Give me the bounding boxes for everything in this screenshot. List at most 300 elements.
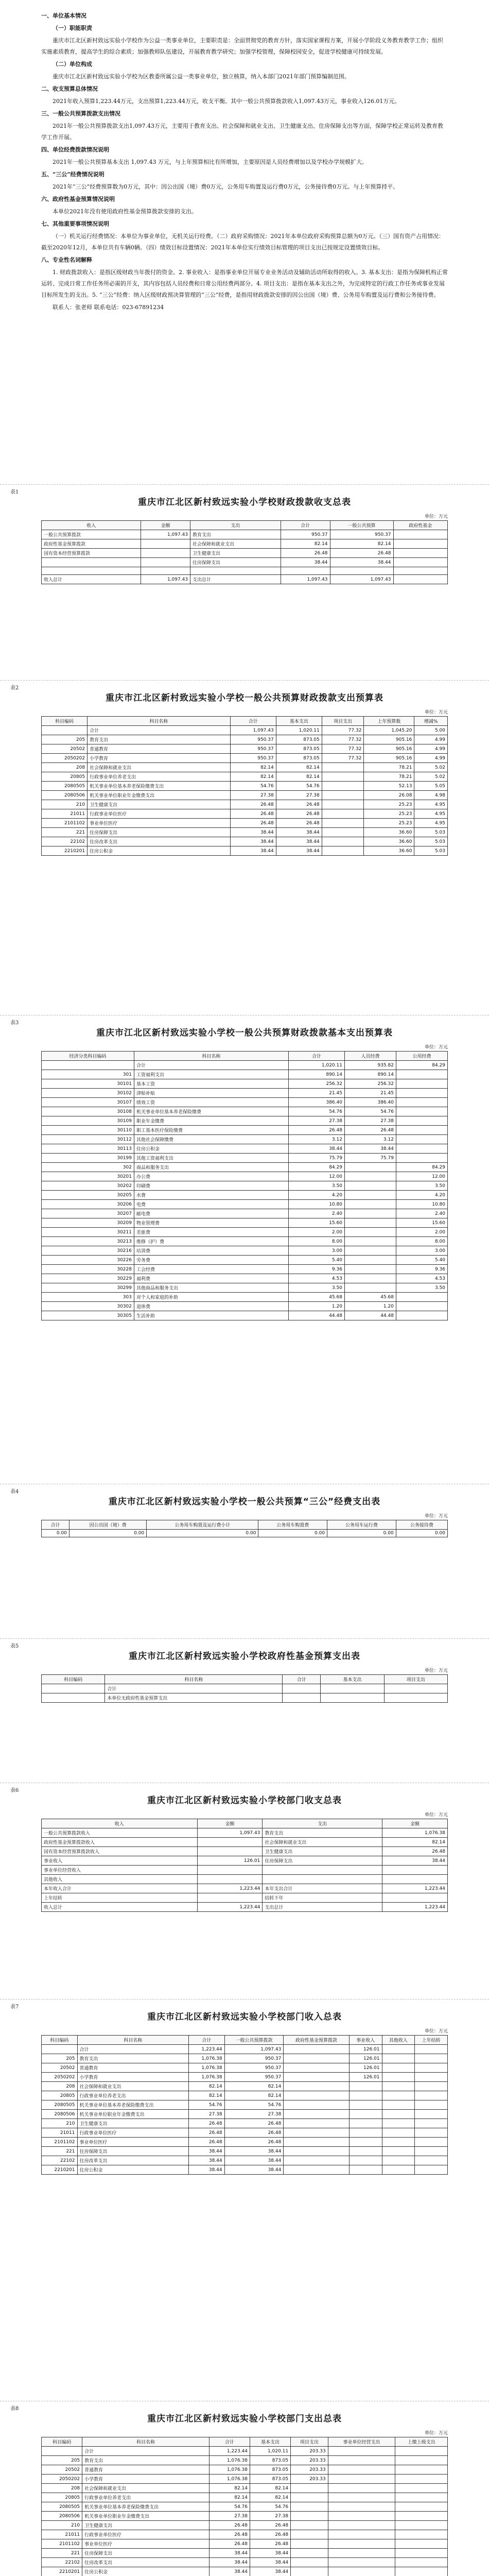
table-cell — [349, 2100, 382, 2110]
table-cell: 75.79 — [288, 1154, 344, 1163]
table-row — [42, 2558, 448, 2567]
unit-label: 单位：万元 — [424, 514, 448, 519]
table-cell: 25.23 — [364, 800, 414, 809]
budget-table — [41, 716, 448, 856]
table-cell: 邮电费 — [134, 1209, 288, 1218]
table-row — [42, 837, 448, 846]
table-cell: 差旅费 — [134, 1228, 288, 1237]
table-cell: 0.00 — [147, 1530, 258, 1537]
table-cell: 5.02 — [414, 763, 448, 772]
table-cell: 38.44 — [288, 1144, 344, 1154]
column-header: 科目名称 — [82, 2437, 209, 2447]
table-cell — [344, 1209, 396, 1218]
table-row — [42, 1684, 448, 1693]
table-row — [42, 2110, 448, 2119]
table-cell — [328, 2567, 395, 2576]
table-cell: 38.44 — [209, 2549, 250, 2558]
table-row — [42, 828, 448, 837]
table-cell: 30299 — [42, 1283, 134, 1293]
table-cell: 4.95 — [414, 800, 448, 809]
table-cell: 30113 — [42, 1144, 134, 1154]
table-cell: 30213 — [42, 1237, 134, 1246]
paragraph: 2021年“三公”经费预算数为0万元，其中：因公出国（境）费0万元，公务用车购置及运行费0万元，公务接待费0万元。与上年预算持平。 — [53, 183, 399, 190]
table-cell: 水费 — [134, 1191, 288, 1200]
table-row — [42, 800, 448, 809]
table-row — [42, 2493, 448, 2502]
table-cell: 36.60 — [364, 828, 414, 837]
table-cell: 福利费 — [134, 1274, 288, 1283]
table-number: 表3 — [10, 1020, 19, 1026]
table-row — [42, 2549, 448, 2558]
table-cell: 1.20 — [288, 1302, 344, 1311]
table-cell: 1.20 — [344, 1302, 396, 1311]
table-cell — [395, 2493, 448, 2502]
table-cell — [349, 2091, 382, 2100]
table-number: 表5 — [10, 1643, 19, 1649]
table-cell: 行政事业单位养老支出 — [77, 2091, 189, 2100]
table-cell: 873.05 — [250, 2465, 291, 2475]
column-header: 科目编码 — [42, 1675, 105, 1684]
table-row — [42, 754, 448, 763]
column-header: 事业单位经营支出 — [328, 2437, 395, 2447]
table-cell: 合计 — [88, 726, 231, 735]
table-cell — [415, 2082, 448, 2091]
table-header-row — [42, 2437, 448, 2447]
table-cell: 52.13 — [364, 782, 414, 791]
table-cell — [284, 2054, 349, 2063]
table-cell: 21.45 — [288, 1089, 344, 1098]
table-cell: 1,097.43 — [141, 575, 190, 584]
table-cell: 26.48 — [189, 2138, 224, 2147]
table-cell — [344, 1172, 396, 1181]
table-cell — [197, 1847, 263, 1856]
table-cell — [263, 1875, 382, 1884]
table-cell: 普通教育 — [82, 2465, 209, 2475]
table-cell: 其他工资福利支出 — [134, 1154, 288, 1163]
table-cell: 82.14 — [189, 2082, 224, 2091]
table-cell: 44.48 — [288, 1311, 344, 1320]
table-row — [42, 1693, 448, 1703]
table-cell — [396, 1154, 447, 1163]
column-header: 合计 — [281, 521, 330, 530]
table-cell — [141, 549, 190, 558]
table-cell: 社会保障和就业支出 — [82, 2484, 209, 2493]
table-cell: 0.00 — [258, 1530, 327, 1537]
table-cell — [141, 539, 190, 549]
table-cell: 2.00 — [288, 1228, 344, 1237]
table-cell — [395, 2549, 448, 2558]
table-cell — [328, 2475, 395, 2484]
table-cell: 203.33 — [291, 2465, 328, 2475]
table-cell: 社会保障和就业支出 — [190, 539, 281, 549]
table-cell — [415, 2091, 448, 2100]
table-cell: 82.14 — [230, 763, 276, 772]
column-header: 科目名称 — [77, 2036, 189, 2045]
table-cell: 5.00 — [414, 726, 448, 735]
table-cell — [382, 2165, 415, 2175]
table-cell: 22102 — [42, 2156, 78, 2165]
table-cell: 38.44 — [382, 1856, 448, 1866]
budget-table — [41, 2035, 448, 2175]
table-row — [42, 1200, 448, 1209]
table-cell — [42, 1684, 105, 1693]
table-cell — [396, 1089, 447, 1098]
table-cell — [141, 567, 190, 575]
table-cell — [291, 2493, 328, 2502]
table-cell: 2080505 — [42, 2502, 82, 2512]
table-cell: 事业单位医疗 — [77, 2138, 189, 2147]
table-cell — [382, 2110, 415, 2119]
table-cell: 机关事业单位基本养老保险缴费支出 — [77, 2100, 189, 2110]
table-cell: 30209 — [42, 1218, 134, 1228]
table-cell: 机关事业单位基本养老保险缴费支出 — [88, 782, 231, 791]
table-cell — [328, 2447, 395, 2456]
table-cell — [284, 2110, 349, 2119]
table-cell: 20805 — [42, 2493, 82, 2502]
table-cell: 支出总计 — [263, 1903, 382, 1912]
column-header: 合计 — [230, 717, 276, 726]
table-row — [42, 846, 448, 856]
table-cell: 物业管理费 — [134, 1218, 288, 1228]
table-cell: 维修（护）费 — [134, 1237, 288, 1246]
table-cell: 9.36 — [396, 1265, 447, 1274]
table-cell: 302 — [42, 1163, 134, 1172]
table-cell — [291, 2484, 328, 2493]
table-row — [42, 1089, 448, 1098]
heading: 一、单位基本情况 — [41, 12, 86, 19]
table-cell — [393, 549, 447, 558]
table-cell: 10.80 — [396, 1200, 447, 1209]
table-cell: 商品和服务支出 — [134, 1163, 288, 1172]
paragraph: 2021年一般公共预算拨款支出1,097.43万元，主要用于教育支出、社会保障和就业支出、卫生健康支出、住房保障支出等方面，保障学校正常运转及教育教学工作开展。 — [41, 123, 443, 141]
table-cell: 1,097.43 — [197, 1828, 263, 1838]
table-row — [42, 1856, 448, 1866]
table-row — [42, 1191, 448, 1200]
table-cell: 1,097.43 — [224, 2045, 284, 2054]
table-cell: 873.05 — [276, 735, 322, 744]
table-cell: 1,045.20 — [364, 726, 414, 735]
table-cell: 54.76 — [276, 782, 322, 791]
table-cell: 26.48 — [230, 809, 276, 819]
table-row — [42, 1256, 448, 1265]
table-cell: 5.03 — [414, 846, 448, 856]
table-cell: 26.48 — [209, 2539, 250, 2549]
table-cell — [382, 2119, 415, 2128]
table-cell: 退休费 — [134, 1302, 288, 1311]
table-cell — [395, 2567, 448, 2576]
table-cell: 事业单位经营收入 — [42, 1866, 198, 1875]
column-header: 事业收入 — [349, 2036, 382, 2045]
table-cell: 教育支出 — [88, 735, 231, 744]
table-row — [42, 1311, 448, 1320]
table-cell — [395, 2456, 448, 2465]
table-cell: 2210201 — [42, 2567, 82, 2576]
table-cell: 职业年金缴费 — [134, 1116, 288, 1126]
column-header: 收入 — [42, 521, 141, 530]
contact-line: 联系人：张老师 联系电话：023-67891234 — [53, 304, 164, 311]
table-row — [42, 2484, 448, 2493]
table-cell — [291, 2567, 328, 2576]
table-cell — [328, 2493, 395, 2502]
table-cell — [284, 2119, 349, 2128]
column-header: 合计 — [189, 2036, 224, 2045]
table-cell: 26.48 — [209, 2521, 250, 2530]
table-cell: 普通教育 — [88, 744, 231, 754]
column-header: 支出 — [190, 521, 281, 530]
table-cell: 电费 — [134, 1200, 288, 1209]
paragraph: 本单位2021年没有使用政府性基金预算拨款安排的支出。 — [53, 208, 197, 215]
table-header-row — [42, 1520, 448, 1530]
table-cell: 38.44 — [230, 828, 276, 837]
table-row — [42, 1302, 448, 1311]
table-cell: 3.12 — [288, 1135, 344, 1144]
table-cell: 2101102 — [42, 2138, 78, 2147]
table-cell — [322, 772, 364, 782]
table-cell — [393, 575, 447, 584]
table-cell — [395, 2539, 448, 2549]
table-cell: 54.76 — [288, 1107, 344, 1116]
table-cell: 26.48 — [230, 819, 276, 828]
table-cell: 82.14 — [250, 2484, 291, 2493]
table-cell — [382, 2138, 415, 2147]
table-cell: 其他收入 — [42, 1875, 198, 1884]
table-cell: 卫生健康支出 — [82, 2521, 209, 2530]
table-cell: 住房保障支出 — [263, 1856, 382, 1866]
page-divider — [0, 680, 489, 681]
table-row — [42, 809, 448, 819]
table-cell: 22102 — [42, 2558, 82, 2567]
table-cell: 950.37 — [281, 530, 330, 539]
table-cell: 36.60 — [364, 837, 414, 846]
table-cell: 住房保障支出 — [88, 828, 231, 837]
table-cell: 38.44 — [189, 2147, 224, 2156]
table-cell: 1,076.38 — [189, 2054, 224, 2063]
table-cell — [395, 2512, 448, 2521]
table-cell: 住房公积金 — [82, 2567, 209, 2576]
table-cell: 27.38 — [209, 2512, 250, 2521]
table-cell: 4.98 — [414, 791, 448, 800]
table-cell — [42, 558, 141, 567]
table-cell: 3.50 — [288, 1283, 344, 1293]
table-cell: 收入总计 — [42, 575, 141, 584]
budget-table — [41, 520, 448, 584]
table-cell: 2080506 — [42, 791, 88, 800]
table-cell: 教育支出 — [82, 2456, 209, 2465]
table-cell: 126.01 — [349, 2073, 382, 2082]
table-cell — [349, 2156, 382, 2165]
table-cell — [197, 1875, 263, 1884]
table-cell: 26.48 — [224, 2128, 284, 2138]
table-cell: 2101102 — [42, 819, 88, 828]
table-cell: 30101 — [42, 1079, 134, 1089]
table-cell: 基本工资 — [134, 1079, 288, 1089]
table-cell — [322, 809, 364, 819]
table-cell: 26.48 — [276, 819, 322, 828]
table-cell: 30207 — [42, 1209, 134, 1218]
table-cell: 事业单位医疗 — [88, 819, 231, 828]
table-cell — [396, 1311, 447, 1320]
table-cell — [349, 2147, 382, 2156]
column-header: 科目名称 — [88, 717, 231, 726]
table-cell: 行政事业单位养老支出 — [82, 2493, 209, 2502]
table-cell: 0.00 — [42, 1530, 69, 1537]
table-cell: 绩效工资 — [134, 1098, 288, 1107]
table-cell: 卫生健康支出 — [190, 549, 281, 558]
budget-table-section — [10, 1020, 448, 1320]
table-number: 表1 — [10, 489, 19, 495]
table-cell: 0.00 — [69, 1530, 146, 1537]
column-header: 上缴上级支出 — [395, 2437, 448, 2447]
table-cell: 政府性基金预算拨款 — [42, 539, 141, 549]
heading: 二、收支预算总体情况 — [41, 86, 98, 92]
table-row — [42, 782, 448, 791]
table-cell — [349, 2165, 382, 2175]
column-header: 经济分类科目编码 — [42, 1052, 134, 1061]
table-cell: 机关事业单位职业年金缴费支出 — [77, 2110, 189, 2119]
table-cell: 54.76 — [344, 1107, 396, 1116]
table-cell — [415, 2165, 448, 2175]
column-header: 因公出国（境）费 — [69, 1520, 146, 1530]
table-cell — [395, 2521, 448, 2530]
table-cell: 75.79 — [344, 1154, 396, 1163]
table-cell — [344, 1237, 396, 1246]
table-cell: 38.44 — [209, 2558, 250, 2567]
table-header-row — [42, 1675, 448, 1684]
budget-table — [41, 1520, 448, 1537]
table-cell: 27.38 — [344, 1116, 396, 1126]
table-row — [42, 530, 448, 539]
table-cell: 2050202 — [42, 2475, 82, 2484]
table-cell: 45.68 — [288, 1293, 344, 1302]
table-row — [42, 1884, 448, 1893]
table-cell: 30107 — [42, 1098, 134, 1107]
table-cell: 政府性基金预算拨款收入 — [42, 1838, 198, 1847]
table-cell: 住房公积金 — [88, 846, 231, 856]
table-header-row — [42, 2036, 448, 2045]
unit-label: 单位：万元 — [424, 710, 448, 715]
table-cell: 208 — [42, 2082, 78, 2091]
unit-label: 单位：万元 — [424, 2029, 448, 2034]
table-row — [42, 2100, 448, 2110]
table-cell: 支出总计 — [190, 575, 281, 584]
table-row — [42, 1172, 448, 1181]
table-cell: 职工基本医疗保险缴费 — [134, 1126, 288, 1135]
table-row — [42, 2465, 448, 2475]
table-cell: 1,223.44 — [197, 1903, 263, 1912]
table-cell: 26.48 — [189, 2119, 224, 2128]
table-row — [42, 1237, 448, 1246]
table-cell: 38.44 — [209, 2567, 250, 2576]
table-cell: 行政事业单位医疗 — [82, 2530, 209, 2539]
column-header: 公务用车购置及运行费小计 — [147, 1520, 258, 1530]
table-number: 表7 — [10, 2004, 19, 2010]
table-cell: 10.80 — [288, 1200, 344, 1209]
table-cell: 事业收入 — [42, 1856, 198, 1866]
table-cell — [328, 2530, 395, 2539]
table-cell: 126.01 — [197, 1856, 263, 1866]
table-cell: 27.38 — [288, 1116, 344, 1126]
table-cell: 20502 — [42, 2465, 82, 2475]
table-cell: 1,097.43 — [281, 575, 330, 584]
table-cell: 2080505 — [42, 2100, 78, 2110]
table-cell: 38.44 — [330, 558, 393, 567]
table-title: 重庆市江北区新村致远实验小学校部门收支总表 — [147, 1795, 342, 1806]
table-cell: 30229 — [42, 1274, 134, 1283]
table-cell — [283, 1684, 321, 1693]
table-cell: 4.95 — [414, 819, 448, 828]
table-cell: 126.01 — [349, 2045, 382, 2054]
table-cell: 27.38 — [230, 791, 276, 800]
table-cell: 劳务费 — [134, 1256, 288, 1265]
table-row — [42, 1209, 448, 1218]
table-cell: 873.05 — [276, 744, 322, 754]
table-number: 表8 — [10, 2406, 19, 2412]
column-header: 公用经费 — [396, 1052, 447, 1061]
table-cell — [42, 1061, 134, 1070]
table-cell — [328, 2521, 395, 2530]
table-row — [42, 2054, 448, 2063]
table-cell: 社会保障和就业支出 — [77, 2082, 189, 2091]
table-row — [42, 1828, 448, 1838]
table-cell — [382, 2045, 415, 2054]
table-cell — [344, 1283, 396, 1293]
table-cell: 26.48 — [250, 2539, 291, 2549]
table-cell: 5.03 — [414, 828, 448, 837]
column-header: 政府性基金 — [393, 521, 447, 530]
table-cell: 950.37 — [224, 2054, 284, 2063]
table-row — [42, 2063, 448, 2073]
table-cell — [382, 2147, 415, 2156]
table-cell: 38.44 — [344, 1144, 396, 1154]
table-cell — [396, 1079, 447, 1089]
table-cell — [382, 1893, 448, 1903]
table-cell: 社会保障和就业支出 — [88, 763, 231, 772]
table-cell: 行政事业单位医疗 — [88, 809, 231, 819]
table-cell: 2080506 — [42, 2110, 78, 2119]
table-cell: 教育支出 — [77, 2054, 189, 2063]
table-cell — [395, 2502, 448, 2512]
table-cell: 950.37 — [224, 2073, 284, 2082]
table-cell: 26.48 — [224, 2138, 284, 2147]
table-cell: 9.36 — [288, 1265, 344, 1274]
table-row — [42, 1181, 448, 1191]
table-cell: 27.38 — [276, 791, 322, 800]
table-cell: 5.40 — [396, 1256, 447, 1265]
table-cell: 30112 — [42, 1135, 134, 1144]
page-divider — [0, 484, 489, 485]
table-row — [42, 735, 448, 744]
heading: 四、单位经费拨款情况说明 — [41, 146, 109, 153]
budget-table — [41, 2437, 448, 2576]
table-cell: 208 — [42, 2484, 82, 2493]
table-cell: 一般公共预算拨款收入 — [42, 1828, 198, 1838]
table-cell: 2080505 — [42, 782, 88, 791]
table-title: 重庆市江北区新村致远实验小学校政府性基金预算支出表 — [129, 1651, 360, 1662]
table-cell: 38.44 — [250, 2558, 291, 2567]
table-cell: 30302 — [42, 1302, 134, 1311]
table-cell: 合计 — [77, 2045, 189, 2054]
column-header: 项目支出 — [322, 717, 364, 726]
table-cell — [284, 2091, 349, 2100]
table-cell: 82.14 — [209, 2493, 250, 2502]
table-row — [42, 1903, 448, 1912]
table-cell: 上年结转 — [42, 1893, 198, 1903]
heading: 三、一般公共预算拨款支出情况 — [41, 110, 120, 117]
table-cell — [322, 819, 364, 828]
table-cell: 5.40 — [288, 1256, 344, 1265]
table-cell — [197, 1866, 263, 1875]
table-cell: 82.14 — [330, 539, 393, 549]
